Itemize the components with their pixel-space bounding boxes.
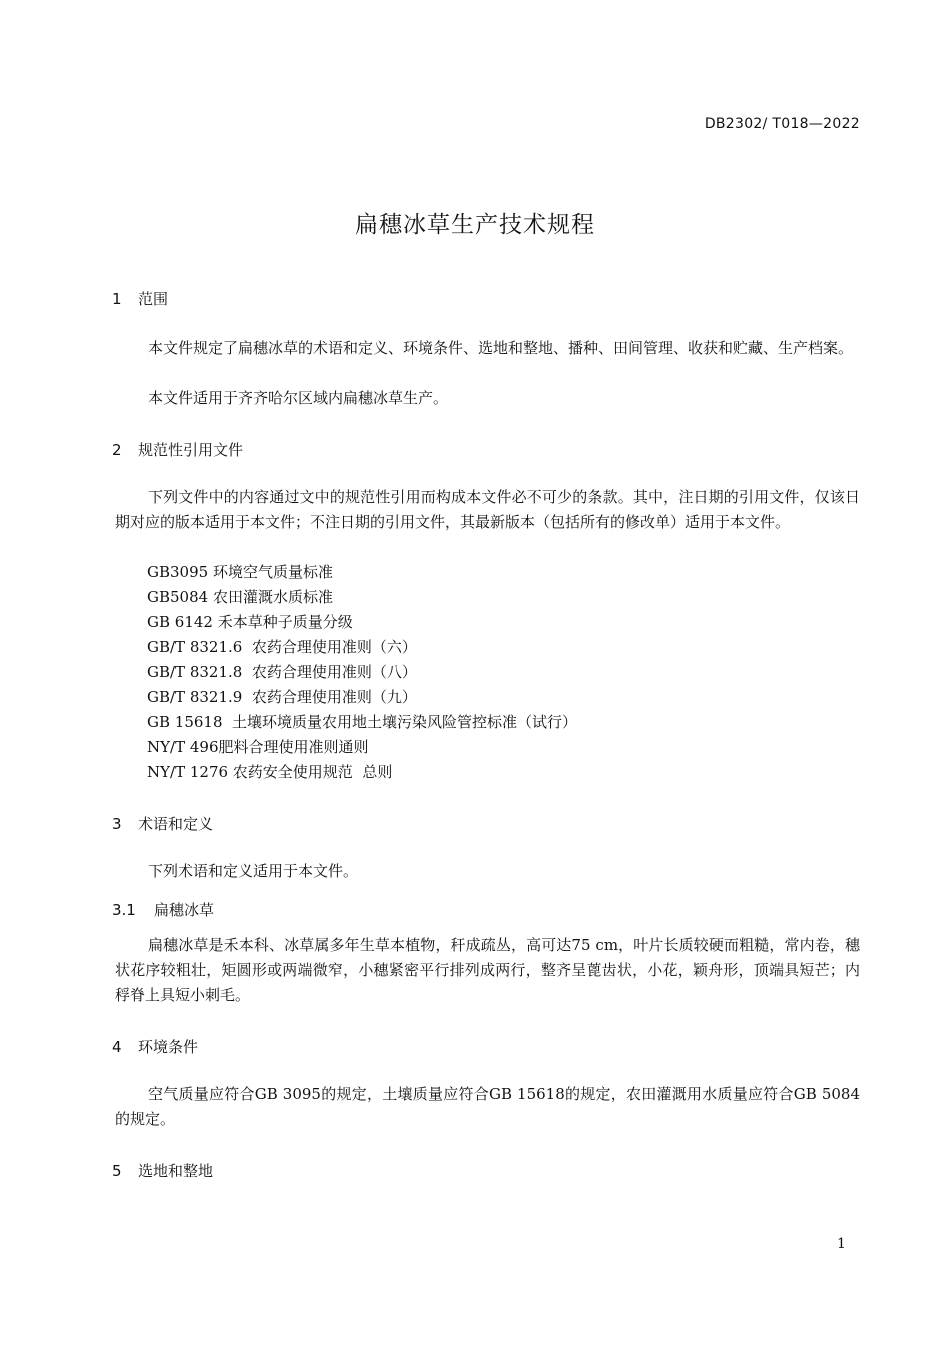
section-title: 术语和定义 [138, 815, 214, 833]
reference-item: GB 6142 禾本草种子质量分级 [147, 613, 353, 631]
section-number: 1 [112, 290, 122, 308]
section-3-heading [112, 813, 213, 834]
reference-item: GB/T 8321.6 农药合理使用准则（六） [147, 638, 417, 656]
section-title: 选地和整地 [138, 1162, 214, 1180]
subsection-3-1-heading [112, 899, 214, 920]
section-title: 范围 [138, 290, 169, 308]
section-3-paragraph: 下列术语和定义适用于本文件。 [148, 862, 359, 880]
reference-item: GB 15618 土壤环境质量农用地土壤污染风险管控标准（试行） [147, 713, 578, 731]
reference-item: NY/T 496肥料合理使用准则通则 [147, 738, 369, 756]
section-number: 2 [112, 441, 122, 459]
section-4-heading [112, 1036, 198, 1057]
section-title: 规范性引用文件 [138, 441, 244, 459]
section-2-paragraph: 下列文件中的内容通过文中的规范性引用而构成本文件必不可少的条款。其中，注日期的引用文件，仅该日期对应的版本适用于本文件；不注日期的引用文件，其最新版本（包括所有的修改单）适用于本文件。 [115, 488, 860, 531]
document-title: 扁穗冰草生产技术规程 [355, 212, 595, 238]
reference-item: GB/T 8321.8 农药合理使用准则（八） [147, 663, 417, 681]
section-1-paragraph-1: 本文件规定了扁穗冰草的术语和定义、环境条件、选地和整地、播种、田间管理、收获和贮藏、生产档案。 [148, 339, 854, 357]
subsection-title: 扁穗冰草 [154, 901, 215, 919]
section-2-heading [112, 439, 243, 460]
page-number: 1 [837, 1236, 846, 1252]
reference-item: NY/T 1276 农药安全使用规范 总则 [147, 763, 393, 781]
reference-item: GB3095 环境空气质量标准 [147, 563, 333, 581]
section-5-heading [112, 1160, 213, 1181]
subsection-3-1-paragraph: 扁穗冰草是禾本科、冰草属多年生草本植物，秆成疏丛，高可达75 cm，叶片长质较硬而粗糙，常内卷，穗状花序较粗壮，矩圆形或两端微窄，小穗紧密平行排列成两行，整齐呈蓖齿状，小花，颖舟形，顶端具短芒；内稃脊上具短小刺毛。 [115, 936, 860, 1004]
section-number: 3 [112, 815, 122, 833]
reference-item: GB5084 农田灌溉水质标准 [147, 588, 333, 606]
section-title: 环境条件 [138, 1038, 199, 1056]
document-code: DB2302/ T018—2022 [704, 116, 860, 132]
subsection-number: 3.1 [112, 901, 136, 919]
section-4-paragraph: 空气质量应符合GB 3095的规定，土壤质量应符合GB 15618的规定，农田灌溉用水质量应符合GB 5084的规定。 [115, 1085, 860, 1128]
reference-item: GB/T 8321.9 农药合理使用准则（九） [147, 688, 417, 706]
section-1-paragraph-2: 本文件适用于齐齐哈尔区域内扁穗冰草生产。 [148, 389, 449, 407]
section-number: 4 [112, 1038, 122, 1056]
section-1-heading [112, 288, 168, 309]
section-number: 5 [112, 1162, 122, 1180]
